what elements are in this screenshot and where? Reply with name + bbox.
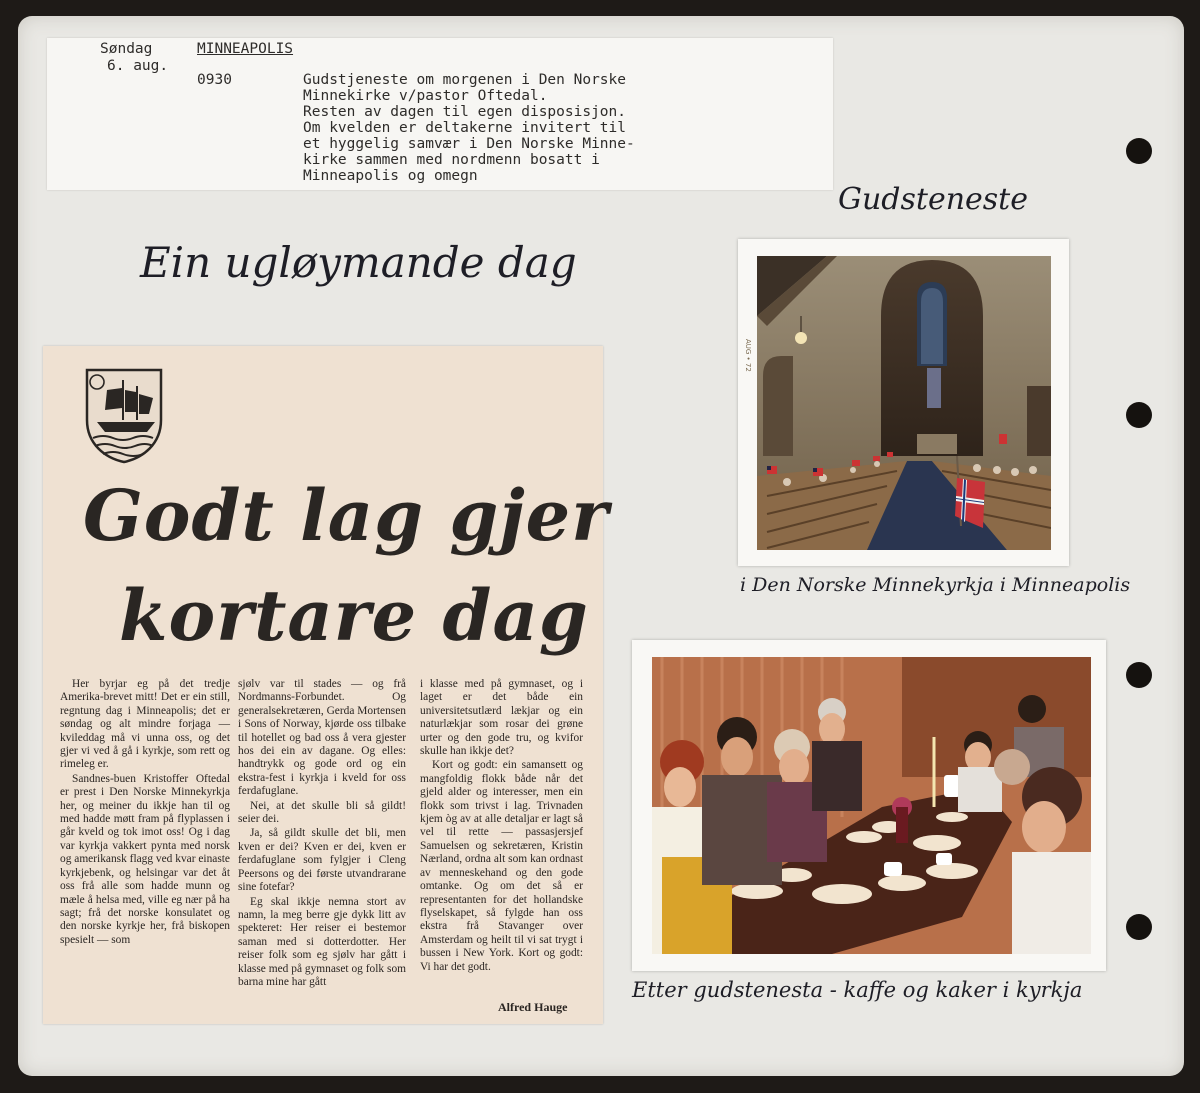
binder-hole: [1126, 662, 1152, 688]
itinerary-city: MINNEAPOLIS: [197, 41, 294, 57]
article-column-1: [60, 678, 230, 948]
handwritten-photo1-caption: i Den Norske Minnekyrkja i Minneapolis: [740, 574, 1131, 596]
article-signature: Alfred Hauge: [498, 1000, 568, 1014]
article-paragraph: Her byrjar eg på det tredje Amerika-brevet mitt! Det er ein still, regntung dag i Minneapolis; det er søndag og alt mindre forjaga — kvileddag må vi unna oss, og det gjer vi ved å gå i kyrkje, som rett og rimeleg er.: [60, 678, 230, 771]
itinerary-date: 6. aug.: [107, 58, 169, 74]
itinerary-line: Resten av dagen til egen disposisjon.: [303, 104, 627, 120]
photo-date-stamp: AUG • 72: [744, 339, 752, 372]
itinerary-line: kirke sammen med nordmenn bosatt i: [303, 152, 600, 168]
article-column-2: [238, 678, 406, 990]
itinerary-line: et hyggelig samvær i Den Norske Minne-: [303, 136, 635, 152]
itinerary-line: Om kvelden er deltakerne invitert til: [303, 120, 627, 136]
typed-itinerary-slip: [47, 38, 833, 190]
article-paragraph: sjølv var til stades — og frå Nordmanns-Forbundet. Og generalsekretæren, Gerda Mortensen i Sons of Norway, kjørde oss tilbake til hotellet og bad oss å vera gjester hos dei ein av dagane. Og elles: handtrykk og gode ord og ein ekstra-fest i kyrkja i kveld for oss ferdafuglane.: [238, 678, 406, 798]
headline-line-1: Godt lag gjer: [83, 474, 610, 557]
itinerary-day: Søndag: [100, 41, 153, 57]
itinerary-line: Minneapolis og omegn: [303, 168, 478, 184]
article-paragraph: Sandnes-buen Kristoffer Oftedal er prest i Den Norske Minnekyrkja her, og meiner du ikkje han til og med hadde møtt fram på flyplassen i går kveld og tok imot oss! Og i dag var kyrkja vakkert pynta med norsk og amerikansk flagg ved kvar einaste kyrkjebenk, og helsingar var det åt oss frå alle som hadde munn og mæle å helsa med, ville eg nær på ha sagt; frå det norske konsulatet og den norske kyrkje her, frå biskopen spesielt — som: [60, 772, 230, 946]
coffee-gathering-photo: [652, 657, 1091, 954]
article-paragraph: Ja, så gildt skulle det bli, men kven er dei? Kven er dei, kven er ferdafuglane som fylgjer i Cleng Peersons og dei første utvandrarane sine fotefar?: [238, 827, 406, 894]
binder-hole: [1126, 914, 1152, 940]
handwritten-photo2-caption: Etter gudstenesta - kaffe og kaker i kyrkja: [632, 978, 1083, 1002]
article-paragraph: Kort og godt: ein samansett og mangfoldig flokk både når det gjeld alder og interesser, men ein flokk som trivst i lag. Trivnaden kjem òg av at alle detaljar er lagt så vel til rette — passasjersjef Samuelsen og sekretæren, Kristin Nærland, ordna alt som kan ordnast av menneskehand og den gode omtanke. Og om det så er representanten for det hollandske flyselskapet, så fylgde han oss ekstra frå Stavanger over Amsterdam og heilt til vi sat trygt i bussen i New York. Kort og godt: Vi har det godt.: [420, 759, 583, 973]
photo-church-frame: [738, 239, 1069, 566]
binder-hole: [1126, 138, 1152, 164]
newspaper-clipping: [43, 346, 610, 1024]
coat-of-arms-icon: [83, 368, 165, 464]
handwritten-photo1-heading: Gudsteneste: [838, 182, 1028, 217]
church-interior-photo: [757, 256, 1051, 550]
headline-line-2: kortare dag: [119, 574, 589, 657]
article-paragraph: Eg skal ikkje nemna stort av namn, la meg berre gje dykk litt av spekteret: Her reiser ei bestemor saman med si dotterdotter. Her reiser folk som eg sjølv har gått i klasse med på gymnaset og folk som barna mine har gått: [238, 895, 406, 988]
itinerary-time: 0930: [197, 72, 232, 88]
handwritten-page-title: Ein ugløymande dag: [140, 238, 577, 287]
itinerary-line: Minnekirke v/pastor Oftedal.: [303, 88, 548, 104]
article-paragraph: Nei, at det skulle bli så gildt! seier dei.: [238, 799, 406, 826]
article-column-3: [420, 678, 583, 975]
binder-hole: [1126, 402, 1152, 428]
itinerary-line: Gudstjeneste om morgenen i Den Norske: [303, 72, 627, 88]
photo-coffee-frame: [632, 640, 1106, 971]
article-paragraph: i klasse med på gymnaset, og i laget er det både ein universitetsutlærd lækjar og ein naturlækjar som rosar dei grøne urter og den gode tru, og kvifor skulle han ikkje det?: [420, 678, 583, 758]
